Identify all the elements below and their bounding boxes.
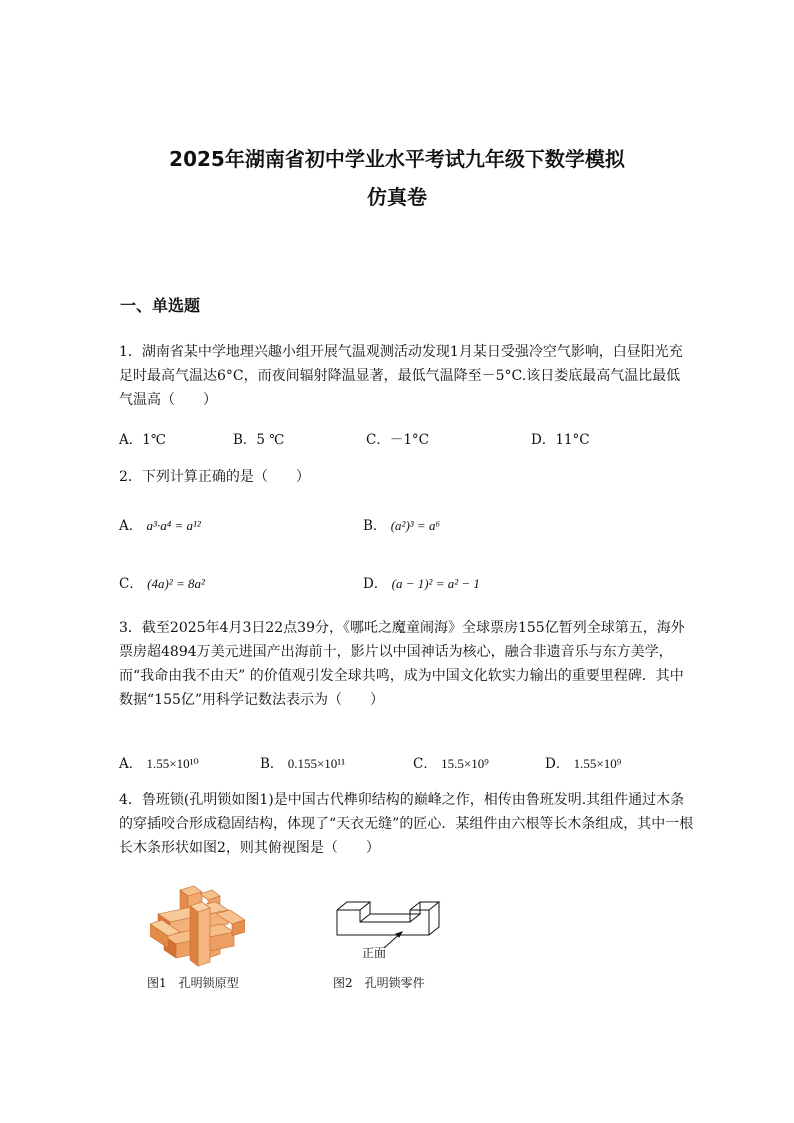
q2-option-b [363, 514, 440, 534]
q2-option-b-expr: (a²)³ = a⁶ [390, 518, 440, 533]
q3-option-b-label: B． [260, 756, 284, 772]
figure-2-lock-part-diagram [332, 898, 444, 948]
q2-option-b-label: B． [363, 518, 387, 534]
q2-option-d-label: D． [363, 576, 388, 592]
exam-title [0, 140, 794, 216]
q2-option-a [119, 514, 201, 534]
question-4-text: 4．鲁班锁(孔明锁如图1)是中国古代榫卯结构的巅峰之作，相传由鲁班发明.其组件通过木条的穿插咬合形成稳固结构，体现了“天衣无缝”的匠心．某组件由六根等长木条组成，其中一根长木条形状如图2，则其俯视图是（ ） [119, 792, 694, 856]
q1-option-d: D．11°C [531, 432, 590, 448]
q2-option-c [119, 572, 205, 592]
q2-option-d [363, 572, 480, 592]
q2-option-d-expr: (a − 1)² = a² − 1 [391, 576, 480, 591]
q3-option-c [413, 752, 489, 772]
exam-title-line1: 2025年湖南省初中学业水平考试九年级下数学模拟 [169, 147, 625, 171]
q2-option-c-label: C． [119, 576, 143, 592]
q1-option-c: C．－1°C [366, 432, 429, 448]
q3-option-c-expr: 15.5×10⁹ [441, 756, 489, 771]
q3-option-c-label: C． [413, 756, 437, 772]
q3-option-d-label: D． [545, 756, 570, 772]
figure-1-kongming-lock-image [150, 884, 245, 969]
question-3-text: 3．截至2025年4月3日22点39分，《哪吒之魔童闹海》全球票房155亿暂列全球第五，海外票房超4894万美元进国产出海前十，影片以中国神话为核心，融合非遗音乐与东方美学，而“我命由我不由天” 的价值观引发全球共鸣，成为中国文化软实力输出的重要里程碑．其中数据“155亿”用科学记数法表示为（ ） [119, 620, 685, 708]
section-heading: 一、单选题 [120, 296, 201, 315]
q3-option-a [119, 752, 199, 772]
q1-option-a: A．1℃ [119, 432, 166, 448]
q2-option-a-expr: a³·a⁴ = a¹² [146, 518, 201, 533]
front-view-label: 正面 [362, 946, 387, 960]
figure-2-caption: 图2 孔明锁零件 [333, 976, 425, 990]
q2-option-c-expr: (4a)² = 8a² [147, 576, 205, 591]
q3-option-b [260, 752, 345, 772]
q3-option-b-expr: 0.155×10¹¹ [287, 756, 346, 771]
q3-option-a-label: A． [119, 756, 143, 772]
q1-option-b: B．5 ℃ [233, 432, 285, 448]
exam-title-line2: 仿真卷 [367, 185, 427, 209]
q3-option-d [545, 752, 621, 772]
question-2-text: 2．下列计算正确的是（ ） [119, 469, 310, 485]
figure-1-caption: 图1 孔明锁原型 [147, 976, 239, 990]
q3-option-a-expr: 1.55×10¹⁰ [146, 756, 199, 771]
q3-option-d-expr: 1.55×10⁹ [573, 756, 622, 771]
q2-option-a-label: A． [119, 518, 143, 534]
question-1-text: 1．湖南省某中学地理兴趣小组开展气温观测活动发现1月某日受强冷空气影响，白昼阳光充足时最高气温达6°C，而夜间辐射降温显著，最低气温降至－5°C.该日娄底最高气温比最低气温高（ ） [119, 344, 683, 408]
